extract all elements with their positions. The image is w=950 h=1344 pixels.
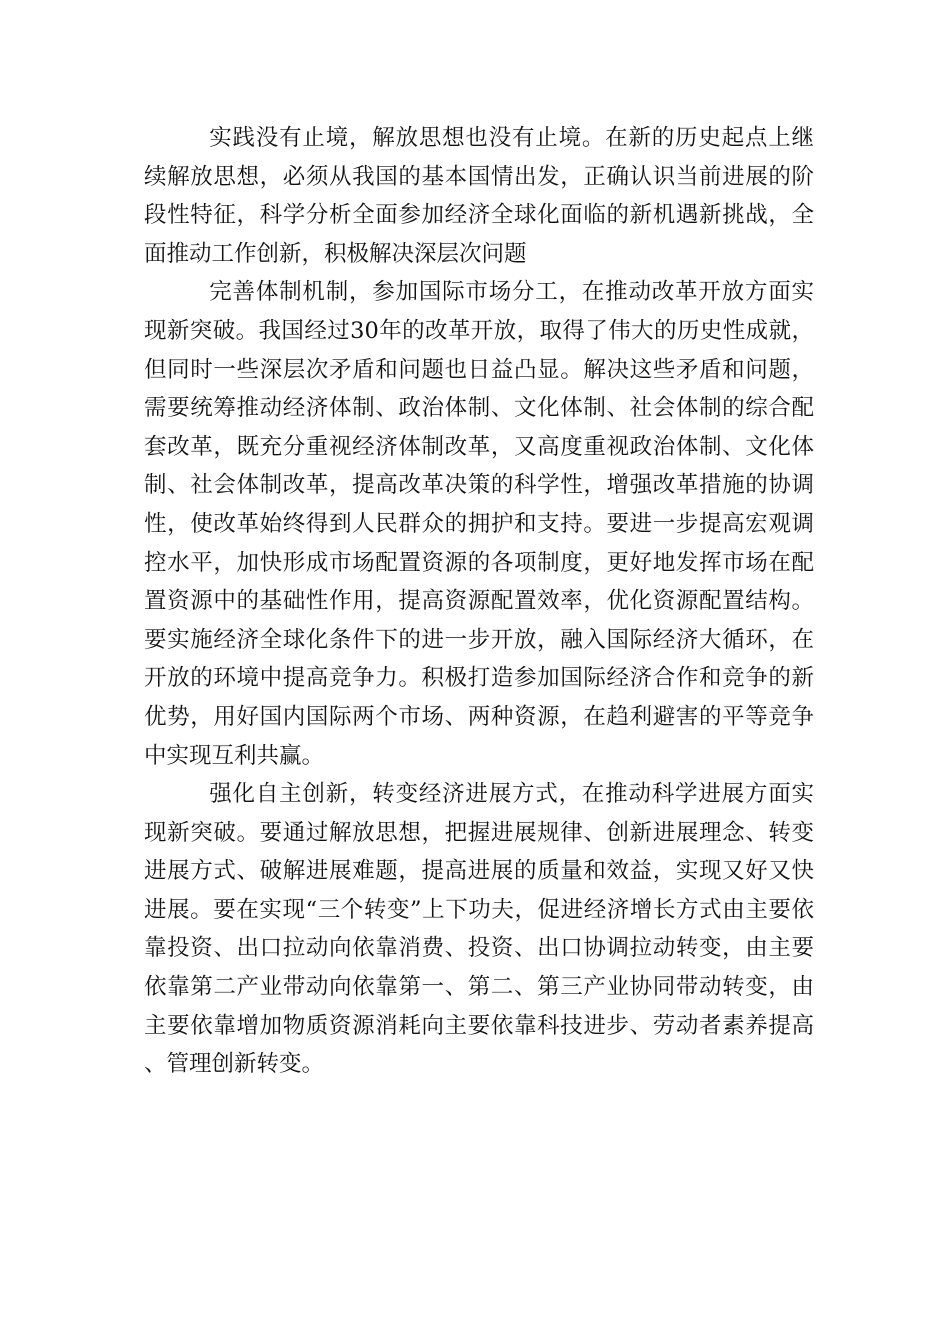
document-body xyxy=(144,119,814,1084)
paragraph-2: 完善体制机制，参加国际市场分工，在推动改革开放方面实现新突破。我国经过30年的改革开放，取得了伟大的历史性成就，但同时一些深层次矛盾和问题也日益凸显。解决这些矛盾和问题，需要统筹推动经济体制、政治体制、文化体制、社会体制的综合配套改革，既充分重视经济体制改革，又高度重视政治体制、文化体制、社会体制改革，提高改革决策的科学性，增强改革措施的协调性，使改革始终得到人民群众的拥护和支持。要进一步提高宏观调控水平，加快形成市场配置资源的各项制度，更好地发挥市场在配置资源中的基础性作用，提高资源配置效率，优化资源配置结构。要实施经济全球化条件下的进一步开放，融入国际经济大循环，在开放的环境中提高竞争力。积极打造参加国际经济合作和竞争的新优势，用好国内国际两个市场、两种资源，在趋利避害的平等竞争中实现互利共赢。 xyxy=(144,279,814,769)
paragraph-3: 强化自主创新，转变经济进展方式，在推动科学进展方面实现新突破。要通过解放思想，把握进展规律、创新进展理念、转变进展方式、破解进展难题，提高进展的质量和效益，实现又好又快进展。要在实现“三个转变”上下功夫，促进经济增长方式由主要依靠投资、出口拉动向依靠消费、投资、出口协调拉动转变，由主要依靠第二产业带动向依靠第一、第二、第三产业协同带动转变，由主要依靠增加物质资源消耗向主要依靠科技进步、劳动者素养提高、管理创新转变。 xyxy=(144,781,814,1078)
paragraph-1: 实践没有止境，解放思想也没有止境。在新的历史起点上继续解放思想，必须从我国的基本国情出发，正确认识当前进展的阶段性特征，科学分析全面参加经济全球化面临的新机遇新挑战，全面推动工作创新，积极解决深层次问题 xyxy=(144,125,814,267)
